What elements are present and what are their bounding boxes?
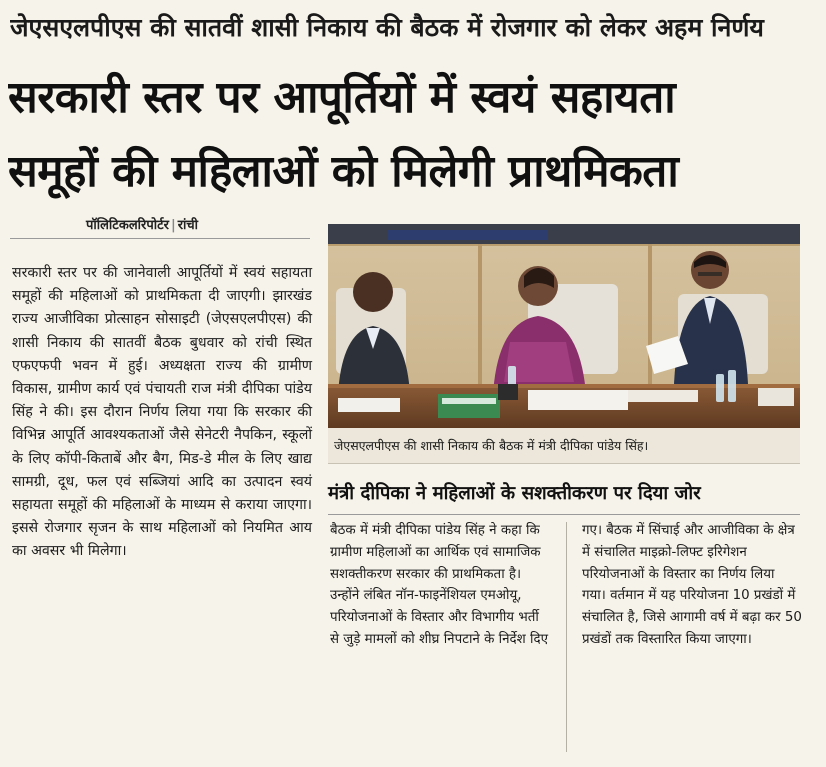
meeting-photo-illustration <box>328 224 800 428</box>
headline-line-2: समूहों की महिलाओं को मिलेगी प्राथमिकता <box>8 146 679 197</box>
subhead-rule <box>328 514 800 515</box>
kicker-headline: जेएसएलपीएस की सातवीं शासी निकाय की बैठक में रोजगार को लेकर अहम निर्णय <box>10 13 764 42</box>
photo-caption-box <box>328 428 800 464</box>
article-body-left: सरकारी स्तर पर की जानेवाली आपूर्तियों में स्वयं सहायता समूहों की महिलाओं को प्राथमिकता दी जाएगी। झारखंड राज्य आजीविका प्रोत्साहन सोसाइटी (जेएसएलपीएस) की शासी निकाय की सातवीं बैठक बुधवार को रांची स्थित एफएफपी भवन में हुई। अध्यक्षता राज्य की ग्रामीण विकास, ग्रामीण कार्य एवं पंचायती राज मंत्री दीपिका पांडेय सिंह ने की। इस दौरान निर्णय लिया गया कि सरकार की विभिन्न आपूर्ति आवश्यकताओं जैसे सेनेटरी नैपकिन, स्कूलों के लिए कॉपी-किताबें और बैग, मिड-डे मील के लिए खाद्य सामग्री, दूध, फल एवं सब्जियां आदि का उत्पादन स्वयं सहायता समूहों की महिलाओं के माध्यम से कराया जाएगा। इससे रोजगार सृजन के साथ महिलाओं को नियमित आय का अवसर भी मिलेगा। <box>12 265 312 560</box>
byline-separator: | <box>170 218 176 233</box>
subheadline: मंत्री दीपिका ने महिलाओं के सशक्तीकरण पर दिया जोर <box>328 483 701 504</box>
article-body-middle: बैठक में मंत्री दीपिका पांडेय सिंह ने कहा कि ग्रामीण महिलाओं का आर्थिक एवं सामाजिक सशक्तीकरण सरकार की प्राथमिकता है। उन्होंने लंबित नॉन-फाइनेंशियल एमओयू, परियोजनाओं के विस्तार और विभागीय भर्ती से जुड़े मामलों को शीघ्र निपटाने के निर्देश दिए <box>330 523 549 647</box>
byline-city: रांची <box>177 218 199 233</box>
byline-reporter: पॉलिटिकलरिपोर्टर <box>86 218 169 233</box>
photo-caption: जेएसएलपीएस की शासी निकाय की बैठक में मंत्री दीपिका पांडेय सिंह। <box>334 438 649 453</box>
meeting-photo <box>328 224 800 428</box>
byline <box>86 215 198 237</box>
column-divider <box>566 522 567 752</box>
article-body-right: गए। बैठक में सिंचाई और आजीविका के क्षेत्र में संचालित माइक्रो-लिफ्ट इरिगेशन परियोजनाओं के विस्तार का निर्णय लिया गया। वर्तमान में यह परियोजना 10 प्रखंडों में संचालित है, जिसे आगामी वर्ष में बढ़ा कर 50 प्रखंडों तक विस्तारित किया जाएगा। <box>582 523 802 647</box>
byline-rule <box>10 238 310 239</box>
headline-line-1: सरकारी स्तर पर आपूर्तियों में स्वयं सहायता <box>8 72 676 123</box>
